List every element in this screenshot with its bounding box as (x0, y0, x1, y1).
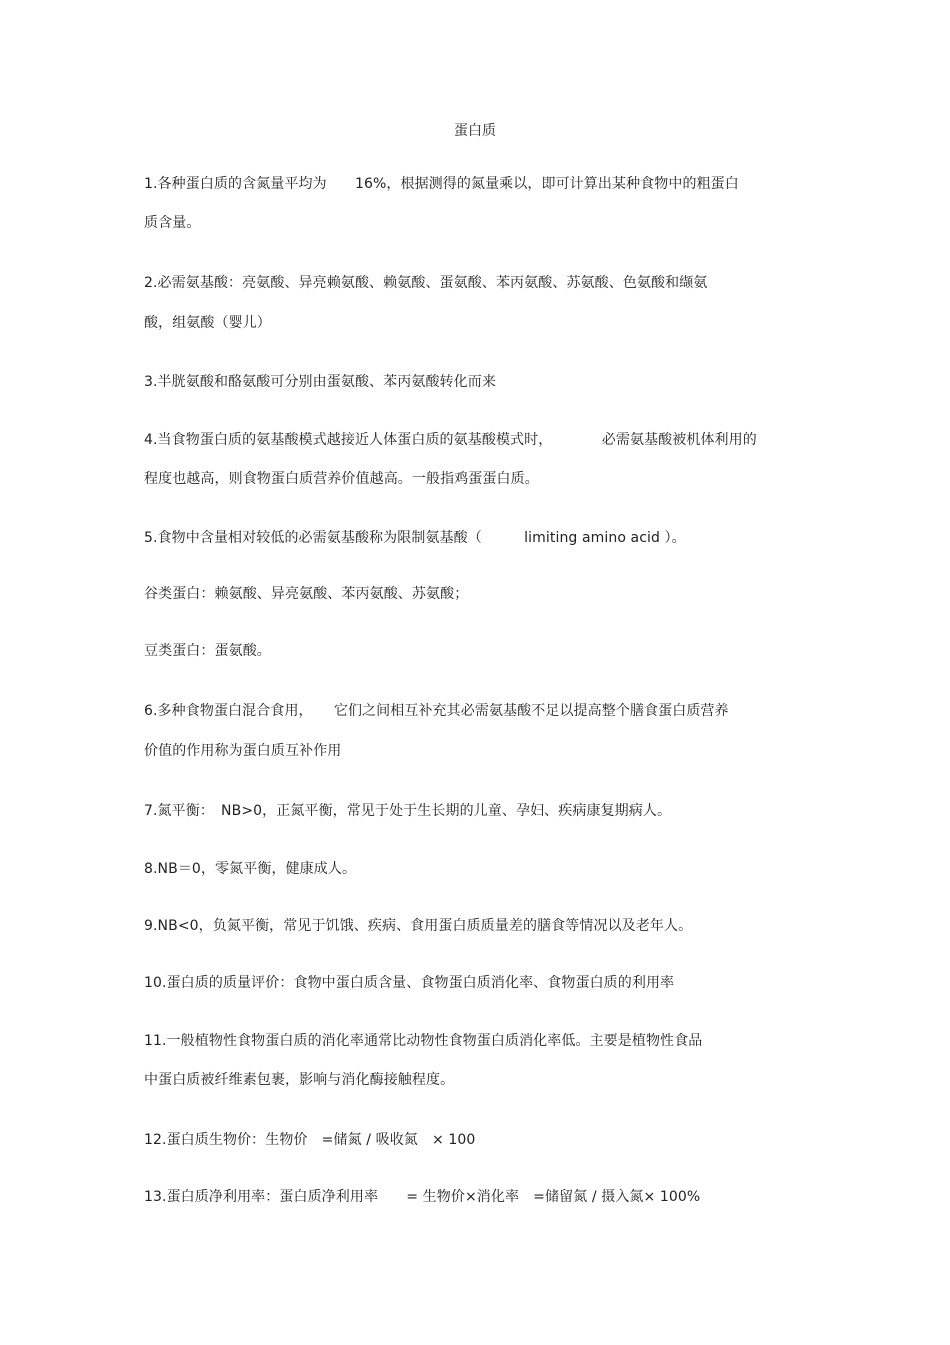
document-title: 蛋白质 (454, 123, 496, 139)
line-7: 7.氮平衡： NB>0，正氮平衡，常见于处于生长期的儿童、孕妇、疾病康复期病人。 (144, 803, 672, 819)
line-11-cont: 中蛋白质被纤维素包裹，影响与消化酶接触程度。 (144, 1072, 455, 1088)
line-2: 2.必需氨基酸：亮氨酸、异亮赖氨酸、赖氨酸、蛋氨酸、苯丙氨酸、苏氨酸、色氨酸和缬氨 (144, 275, 708, 291)
line-11: 11.一般植物性食物蛋白质的消化率通常比动物性食物蛋白质消化率低。主要是植物性食品 (144, 1033, 703, 1049)
line-8: 8.NB＝0，零氮平衡，健康成人。 (144, 861, 357, 877)
line-4: 4.当食物蛋白质的氨基酸模式越接近人体蛋白质的氨基酸模式时， 必需氨基酸被机体利用的 (144, 432, 757, 448)
line-1: 1.各种蛋白质的含氮量平均为 16%，根据测得的氮量乘以，即可计算出某种食物中的粗蛋白 (144, 176, 739, 192)
line-13: 13.蛋白质净利用率：蛋白质净利用率 = 生物价×消化率 =储留氮 / 摄入氮× 100% (144, 1189, 701, 1205)
line-6: 6.多种食物蛋白混合食用， 它们之间相互补充其必需氨基酸不足以提高整个膳食蛋白质营养 (144, 703, 729, 719)
line-2-cont: 酸，组氨酸（婴儿） (144, 315, 271, 331)
line-6-cont: 价值的作用称为蛋白质互补作用 (144, 743, 342, 759)
line-9: 9.NB<0，负氮平衡，常见于饥饿、疾病、食用蛋白质质量差的膳食等情况以及老年人。 (144, 918, 693, 934)
line-5: 5.食物中含量相对较低的必需氨基酸称为限制氨基酸（ limiting amino acid ）。 (144, 530, 686, 546)
line-3: 3.半胱氨酸和酪氨酸可分别由蛋氨酸、苯丙氨酸转化而来 (144, 374, 496, 390)
line-grain-protein: 谷类蛋白：赖氨酸、异亮氨酸、苯丙氨酸、苏氨酸； (144, 586, 469, 602)
line-4-cont: 程度也越高，则食物蛋白质营养价值越高。一般指鸡蛋蛋白质。 (144, 471, 539, 487)
line-1-cont: 质含量。 (144, 215, 201, 231)
line-12: 12.蛋白质生物价：生物价 =储氮 / 吸收氮 × 100 (144, 1132, 476, 1148)
line-bean-protein: 豆类蛋白：蛋氨酸。 (144, 643, 271, 659)
line-10: 10.蛋白质的质量评价：食物中蛋白质含量、食物蛋白质消化率、食物蛋白质的利用率 (144, 975, 675, 991)
